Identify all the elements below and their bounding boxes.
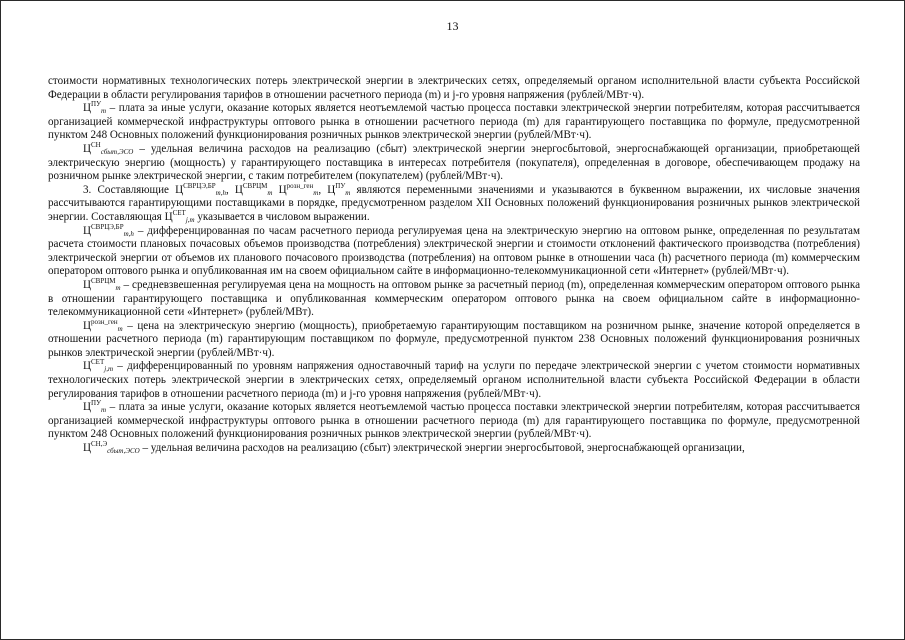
- paragraph-1: стоимости нормативных технологических потерь электрической энергии в электрических сетях, определяемый органом исполнительной власти субъекта Российской Федерации в области регулирования тарифов в отношении расчетного периода (m) и j-го уровня напряжения (рублей/МВт·ч).: [48, 75, 860, 101]
- document-body: [48, 75, 860, 456]
- paragraph-4: 3. Составляющие $Ц^{СВРЦЭ,БР}_{m,h}$, $Ц^{СВРЦМ}_m$ $Ц^{розн\_ген}_m$, $Ц^{ПУ}_m$ являются переменными значениями и указываются в буквенном выражении, их числовые значения рассчитываются гарантирующими поставщиками в порядке, предусмотренном разделом XII Основных положений функционирования розничных рынков электрической энергии. Составляющая $Ц^{СЕТ}_{j,m}$ указывается в числовом выражении.: [48, 181, 860, 224]
- symbol-c-pu: $Ц^{ПУ}_m$: [83, 100, 107, 116]
- symbol-c-rozn-gen-def: $Ц^{розн\_ген}_m$: [83, 317, 123, 333]
- symbol-c-svrce-def: $Ц^{СВРЦЭ,БР}_{m,h}$: [83, 222, 134, 238]
- symbol-c-svrcm: $Ц^{СВРЦМ}_m$: [234, 181, 273, 197]
- symbol-c-set: $Ц^{СЕТ}_{j,m}$: [164, 208, 195, 224]
- symbol-c-svrce: $Ц^{СВРЦЭ,БР}_{m,h}$: [175, 181, 226, 197]
- paragraph-6: $Ц^{СВРЦМ}_m$ – средневзвешенная регулируемая цена на мощность на оптовом рынке за расчетный период (m), определенная коммерческим оператором оптового рынка в отношении гарантирующего поставщика и опубликованная коммерческим оператором оптового рынка на своем официальном сайте в информационно-телекоммуникационной сети «Интернет» (рублей/МВт).: [48, 276, 860, 319]
- paragraph-5: $Ц^{СВРЦЭ,БР}_{m,h}$ – дифференцированная по часам расчетного периода регулируемая цена на электрическую энергию на оптовом рынке, определенная по результатам расчета стоимости плановых почасовых объемов производства (потребления) электрической энергии и стоимости отклонений фактического производства (потребления) электрической энергии от объемов их планового почасового производства (потребления) на оптовом рынке в отношении часа (h) расчетного периода (m) коммерческим оператором оптового рынка и опубликованная им на своем официальном сайте в информационно-телекоммуникационной сети «Интернет» (рублей/МВт·ч).: [48, 222, 860, 278]
- symbol-c-sn-sbyt: $Ц^{СН}_{сбыт,ЭСО}$: [83, 140, 134, 156]
- symbol-c-sne-sbyt: $Ц^{СН,Э}_{сбыт,ЭСО}$: [83, 440, 140, 456]
- paragraph-7: $Ц^{розн\_ген}_m$ – цена на электрическую энергию (мощность), приобретаемую гарантирующим поставщиком на розничном рынке, значение которой определяется в отношении расчетного периода (m) гарантирующим поставщиком по формуле, предусмотренной пунктом 238 Основных положений функционирования розничных рынков электрической энергии (рублей/МВт·ч).: [48, 317, 860, 359]
- symbol-c-pu-inline: $Ц^{ПУ}_m$: [327, 181, 351, 197]
- paragraph-9: $Ц^{ПУ}_m$ – плата за иные услуги, оказание которых является неотъемлемой частью процесса поставки электрической энергии потребителям, которая рассчитывается организацией коммерческой инфраструктуры оптового рынка в отношении расчетного периода (m) для гарантирующего поставщика по формуле, предусмотренной пунктом 248 Основных положений функционирования розничных рынков электрической энергии (рублей/МВт·ч).: [48, 399, 860, 441]
- symbol-c-rozn-gen: $Ц^{розн\_ген}_m$: [278, 181, 319, 197]
- page-number: 13: [446, 19, 459, 33]
- paragraph-8: $Ц^{СЕТ}_{j,m}$ – дифференцированный по уровням напряжения одноставочный тариф на услуги по передаче электрической энергии с учетом стоимости нормативных технологических потерь электрической энергии в электрических сетях, определяемый органом исполнительной власти субъекта Российской Федерации в области регулирования тарифов в отношении расчетного периода (m) и j-го уровня напряжения (рублей/МВт·ч).: [48, 358, 860, 400]
- symbol-c-svrcm-def: $Ц^{СВРЦМ}_m$: [83, 276, 121, 292]
- symbol-c-set-def: $Ц^{СЕТ}_{j,m}$: [83, 358, 113, 374]
- paragraph-2: $Ц^{ПУ}_m$ – плата за иные услуги, оказание которых является неотъемлемой частью процесса поставки электрической энергии потребителям, которая рассчитывается организацией коммерческой инфраструктуры оптового рынка в отношении расчетного периода (m) для гарантирующего поставщика по формуле, предусмотренной пунктом 248 Основных положений функционирования розничных рынков электрической энергии (рублей/МВт·ч).: [48, 100, 860, 142]
- paragraph-3: $Ц^{СН}_{сбыт,ЭСО}$ – удельная величина расходов на реализацию (сбыт) электрической энергии энергосбытовой, энергоснабжающей организации, приобретающей электрическую энергию (мощность) у гарантирующего поставщика в интересах потребителя (покупателя), определенная в договоре, обеспечивающем продажу на розничном рынке электрической энергии, с таким потребителем (покупателем) (рублей/МВт·ч).: [48, 140, 860, 183]
- paragraph-10: $Ц^{СН,Э}_{сбыт,ЭСО}$ – удельная величина расходов на реализацию (сбыт) электрической энергии энергосбытовой, энергоснабжающей организации,: [83, 440, 745, 456]
- symbol-c-pu-def: $Ц^{ПУ}_m$: [83, 399, 107, 415]
